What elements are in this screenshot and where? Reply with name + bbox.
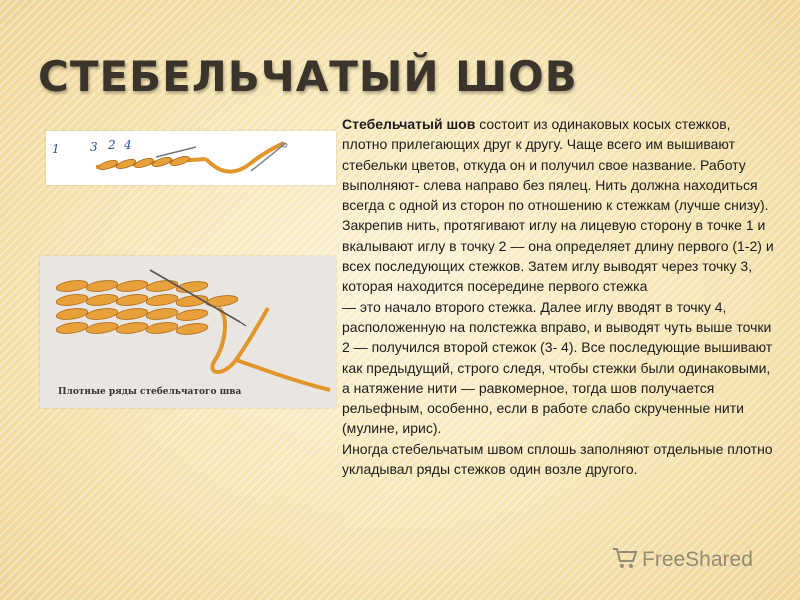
watermark-text: FreeShared bbox=[642, 548, 753, 571]
description-paragraph-2: — это начало второго стежка. Далее иглу вводят в точку 4, расположенную на полстежка вправо, и выводят чуть выше точки 2 — получился второй стежок (3- 4). Все последующие вышивают как предыдущий, строго следя, чтобы стежки были одинаковыми, а натяжение нити — равкомерное, тогда шов получается рельефным, особенно, если в работе слабо скрученные нити (мулине, ирис). bbox=[342, 298, 773, 437]
term-bold: Стебельчатый шов bbox=[342, 116, 476, 132]
stem-stitch-rows-image bbox=[40, 256, 336, 408]
stitch-point-1: 1 bbox=[52, 142, 60, 156]
stitch-point-4: 4 bbox=[124, 138, 132, 152]
stem-stitch-diagram-drawing bbox=[46, 131, 336, 185]
description-paragraph-1 bbox=[342, 114, 774, 297]
stitch-point-3: 3 bbox=[90, 140, 98, 154]
description-paragraph-3: Иногда стебельчатым швом сплошь заполняют отдельные плотно укладывал ряды стежков один возле другого. bbox=[342, 440, 773, 478]
cart-icon bbox=[612, 546, 638, 570]
stitch-point-2: 2 bbox=[108, 138, 116, 152]
watermark bbox=[612, 546, 753, 572]
stem-stitch-diagram-image bbox=[46, 131, 336, 185]
description-text bbox=[342, 114, 774, 479]
description-lead: состоит из одинаковых косых стежков, плотно прилегающих друг к другу. Чаще всего им вышивают стебельки цветов, откуда он и получил свое название. Работу выполняют- слева направо без пялец. Нить должна находиться всегда с одной из сторон по отношению к стежкам (лучше снизу). Закрепив нить, протягивают иглу на лицевую сторону в точке 1 и вкалывают иглу в точку 2 — она определяет длину первого (1-2) и всех последующих стежков. Затем иглу выводят через точку 3, которая находится посередине первого стежка bbox=[342, 116, 774, 295]
slide-title: СТЕБЕЛЬЧАТЫЙ ШОВ bbox=[38, 52, 578, 101]
rows-image-caption: Плотные ряды стебельчатого шва bbox=[58, 387, 242, 397]
stem-stitch-rows-drawing bbox=[40, 256, 336, 408]
